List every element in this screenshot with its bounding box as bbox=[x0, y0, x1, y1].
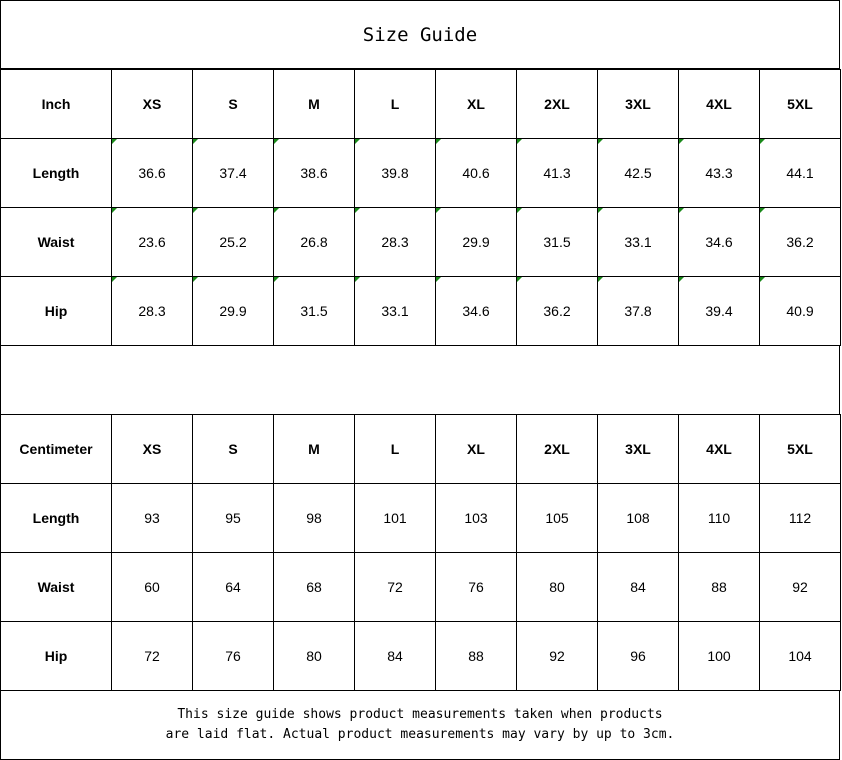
measurement-value-cell bbox=[355, 208, 436, 277]
measurement-value-cell bbox=[436, 208, 517, 277]
measurement-value-cell bbox=[112, 622, 193, 691]
size-header-cell: S bbox=[193, 415, 274, 484]
measurement-value: 80 bbox=[306, 648, 322, 664]
size-guide-title: Size Guide bbox=[0, 0, 840, 69]
measurement-value-cell bbox=[436, 553, 517, 622]
measurement-value: 29.9 bbox=[462, 234, 490, 250]
measurement-value: 33.1 bbox=[381, 303, 409, 319]
measurement-value: 28.3 bbox=[138, 303, 166, 319]
cell-marker-icon bbox=[679, 277, 684, 282]
measurement-value-cell bbox=[112, 139, 193, 208]
measurement-value-cell bbox=[760, 139, 841, 208]
measurement-value-cell bbox=[274, 277, 355, 346]
cell-marker-icon bbox=[436, 208, 441, 213]
cell-marker-icon bbox=[274, 277, 279, 282]
measurement-value: 23.6 bbox=[138, 234, 166, 250]
measurement-value-cell bbox=[112, 277, 193, 346]
cell-marker-icon bbox=[355, 139, 360, 144]
size-header-cell: 4XL bbox=[679, 70, 760, 139]
measurement-value: 84 bbox=[387, 648, 403, 664]
cell-marker-icon bbox=[436, 139, 441, 144]
measurement-value-cell bbox=[679, 622, 760, 691]
measurement-value-cell bbox=[760, 208, 841, 277]
measurement-value-cell bbox=[598, 622, 679, 691]
measurement-value: 36.6 bbox=[138, 165, 166, 181]
measurement-value: 64 bbox=[225, 579, 241, 595]
measurement-value: 39.4 bbox=[705, 303, 733, 319]
measurement-value-cell bbox=[355, 484, 436, 553]
size-header-cell: M bbox=[274, 415, 355, 484]
cell-marker-icon bbox=[274, 139, 279, 144]
size-header-cell: S bbox=[193, 70, 274, 139]
measurement-value-cell bbox=[436, 277, 517, 346]
size-header-cell: XL bbox=[436, 415, 517, 484]
unit-header-cell: Centimeter bbox=[1, 415, 112, 484]
measurement-value-cell bbox=[193, 139, 274, 208]
cell-marker-icon bbox=[193, 277, 198, 282]
measurement-value-cell bbox=[436, 484, 517, 553]
cell-marker-icon bbox=[760, 139, 765, 144]
measurement-value: 92 bbox=[549, 648, 565, 664]
cell-marker-icon bbox=[679, 139, 684, 144]
note-line-2: are laid flat. Actual product measurements may vary by up to 3cm. bbox=[165, 727, 675, 742]
measurement-row bbox=[1, 208, 841, 277]
measurement-value: 95 bbox=[225, 510, 241, 526]
size-header-cell: L bbox=[355, 415, 436, 484]
measurement-value-cell bbox=[598, 277, 679, 346]
cell-marker-icon bbox=[598, 208, 603, 213]
measurement-value-cell bbox=[517, 553, 598, 622]
measurement-value-cell bbox=[517, 139, 598, 208]
measurement-value: 88 bbox=[468, 648, 484, 664]
size-header-cell: XS bbox=[112, 70, 193, 139]
measurement-value: 103 bbox=[464, 510, 488, 526]
measurement-value: 76 bbox=[225, 648, 241, 664]
size-header-cell: 4XL bbox=[679, 415, 760, 484]
measurement-value: 105 bbox=[545, 510, 569, 526]
measurement-label-cell: Hip bbox=[1, 622, 112, 691]
measurement-value: 42.5 bbox=[624, 165, 652, 181]
centimeter-size-table bbox=[0, 414, 841, 691]
inch-size-table bbox=[0, 69, 841, 346]
size-header-cell: XS bbox=[112, 415, 193, 484]
measurement-value: 110 bbox=[707, 510, 731, 526]
measurement-value-cell bbox=[274, 484, 355, 553]
table-spacer bbox=[0, 345, 840, 415]
header-row bbox=[1, 70, 841, 139]
measurement-label-cell: Waist bbox=[1, 553, 112, 622]
measurement-value: 92 bbox=[792, 579, 808, 595]
measurement-value: 76 bbox=[468, 579, 484, 595]
note-line-1: This size guide shows product measurements taken when products bbox=[177, 707, 663, 722]
measurement-label-cell: Waist bbox=[1, 208, 112, 277]
measurement-value-cell bbox=[274, 208, 355, 277]
measurement-value: 96 bbox=[630, 648, 646, 664]
measurement-value-cell bbox=[679, 139, 760, 208]
measurement-value-cell bbox=[760, 484, 841, 553]
measurement-value: 25.2 bbox=[219, 234, 247, 250]
measurement-value: 101 bbox=[383, 510, 407, 526]
measurement-row bbox=[1, 484, 841, 553]
measurement-value: 98 bbox=[306, 510, 322, 526]
measurement-value-cell bbox=[517, 484, 598, 553]
size-header-cell: XL bbox=[436, 70, 517, 139]
measurement-value-cell bbox=[679, 277, 760, 346]
cell-marker-icon bbox=[760, 208, 765, 213]
measurement-value-cell bbox=[598, 139, 679, 208]
measurement-value-cell bbox=[193, 277, 274, 346]
measurement-value: 40.6 bbox=[462, 165, 490, 181]
size-header-cell: 3XL bbox=[598, 415, 679, 484]
measurement-value-cell bbox=[112, 208, 193, 277]
measurement-value-cell bbox=[355, 553, 436, 622]
measurement-value: 43.3 bbox=[705, 165, 733, 181]
measurement-row bbox=[1, 139, 841, 208]
measurement-value-cell bbox=[517, 622, 598, 691]
measurement-value: 41.3 bbox=[543, 165, 571, 181]
measurement-value: 80 bbox=[549, 579, 565, 595]
measurement-value: 28.3 bbox=[381, 234, 409, 250]
measurement-value-cell bbox=[112, 484, 193, 553]
measurement-value: 37.4 bbox=[219, 165, 247, 181]
cell-marker-icon bbox=[517, 139, 522, 144]
size-header-cell: 5XL bbox=[760, 415, 841, 484]
measurement-value-cell bbox=[274, 622, 355, 691]
cell-marker-icon bbox=[112, 139, 117, 144]
measurement-value-cell bbox=[436, 139, 517, 208]
measurement-value: 29.9 bbox=[219, 303, 247, 319]
cell-marker-icon bbox=[598, 139, 603, 144]
measurement-value: 93 bbox=[144, 510, 160, 526]
measurement-value-cell bbox=[760, 622, 841, 691]
cell-marker-icon bbox=[679, 208, 684, 213]
cell-marker-icon bbox=[355, 277, 360, 282]
measurement-value-cell bbox=[517, 277, 598, 346]
measurement-value-cell bbox=[112, 553, 193, 622]
measurement-value: 104 bbox=[788, 648, 812, 664]
measurement-value: 31.5 bbox=[300, 303, 328, 319]
measurement-value: 33.1 bbox=[624, 234, 652, 250]
measurement-value: 72 bbox=[387, 579, 403, 595]
measurement-value-cell bbox=[274, 553, 355, 622]
measurement-value-cell bbox=[517, 208, 598, 277]
cell-marker-icon bbox=[193, 139, 198, 144]
measurement-value-cell bbox=[598, 208, 679, 277]
cell-marker-icon bbox=[598, 277, 603, 282]
measurement-value-cell bbox=[355, 277, 436, 346]
cell-marker-icon bbox=[112, 277, 117, 282]
measurement-value-cell bbox=[760, 277, 841, 346]
measurement-value-cell bbox=[598, 553, 679, 622]
measurement-value: 84 bbox=[630, 579, 646, 595]
measurement-value-cell bbox=[193, 553, 274, 622]
unit-header-cell: Inch bbox=[1, 70, 112, 139]
measurement-value: 31.5 bbox=[543, 234, 571, 250]
measurement-value-cell bbox=[598, 484, 679, 553]
measurement-value-cell bbox=[193, 622, 274, 691]
cell-marker-icon bbox=[517, 208, 522, 213]
measurement-note bbox=[0, 690, 840, 760]
measurement-value: 108 bbox=[626, 510, 650, 526]
cell-marker-icon bbox=[436, 277, 441, 282]
measurement-label-cell: Length bbox=[1, 139, 112, 208]
measurement-value: 26.8 bbox=[300, 234, 328, 250]
measurement-value: 39.8 bbox=[381, 165, 409, 181]
cell-marker-icon bbox=[760, 277, 765, 282]
size-header-cell: 2XL bbox=[517, 415, 598, 484]
measurement-value-cell bbox=[679, 484, 760, 553]
measurement-value: 34.6 bbox=[705, 234, 733, 250]
measurement-value: 36.2 bbox=[786, 234, 814, 250]
measurement-value-cell bbox=[274, 139, 355, 208]
measurement-row bbox=[1, 277, 841, 346]
measurement-value: 112 bbox=[788, 510, 812, 526]
measurement-value: 72 bbox=[144, 648, 160, 664]
measurement-value: 60 bbox=[144, 579, 160, 595]
measurement-value: 37.8 bbox=[624, 303, 652, 319]
measurement-row bbox=[1, 622, 841, 691]
cell-marker-icon bbox=[193, 208, 198, 213]
measurement-value-cell bbox=[760, 553, 841, 622]
size-header-cell: 5XL bbox=[760, 70, 841, 139]
measurement-label-cell: Length bbox=[1, 484, 112, 553]
header-row bbox=[1, 415, 841, 484]
measurement-value: 68 bbox=[306, 579, 322, 595]
size-header-cell: 3XL bbox=[598, 70, 679, 139]
size-header-cell: M bbox=[274, 70, 355, 139]
measurement-value-cell bbox=[679, 553, 760, 622]
size-header-cell: 2XL bbox=[517, 70, 598, 139]
size-header-cell: L bbox=[355, 70, 436, 139]
measurement-value-cell bbox=[355, 622, 436, 691]
measurement-value: 38.6 bbox=[300, 165, 328, 181]
measurement-value: 88 bbox=[711, 579, 727, 595]
measurement-value: 44.1 bbox=[786, 165, 814, 181]
measurement-value-cell bbox=[355, 139, 436, 208]
measurement-row bbox=[1, 553, 841, 622]
measurement-value: 100 bbox=[707, 648, 731, 664]
measurement-value: 36.2 bbox=[543, 303, 571, 319]
measurement-value: 34.6 bbox=[462, 303, 490, 319]
cell-marker-icon bbox=[274, 208, 279, 213]
measurement-value-cell bbox=[193, 208, 274, 277]
measurement-value: 40.9 bbox=[786, 303, 814, 319]
measurement-value-cell bbox=[193, 484, 274, 553]
cell-marker-icon bbox=[517, 277, 522, 282]
cell-marker-icon bbox=[112, 208, 117, 213]
measurement-label-cell: Hip bbox=[1, 277, 112, 346]
cell-marker-icon bbox=[355, 208, 360, 213]
measurement-value-cell bbox=[679, 208, 760, 277]
measurement-value-cell bbox=[436, 622, 517, 691]
